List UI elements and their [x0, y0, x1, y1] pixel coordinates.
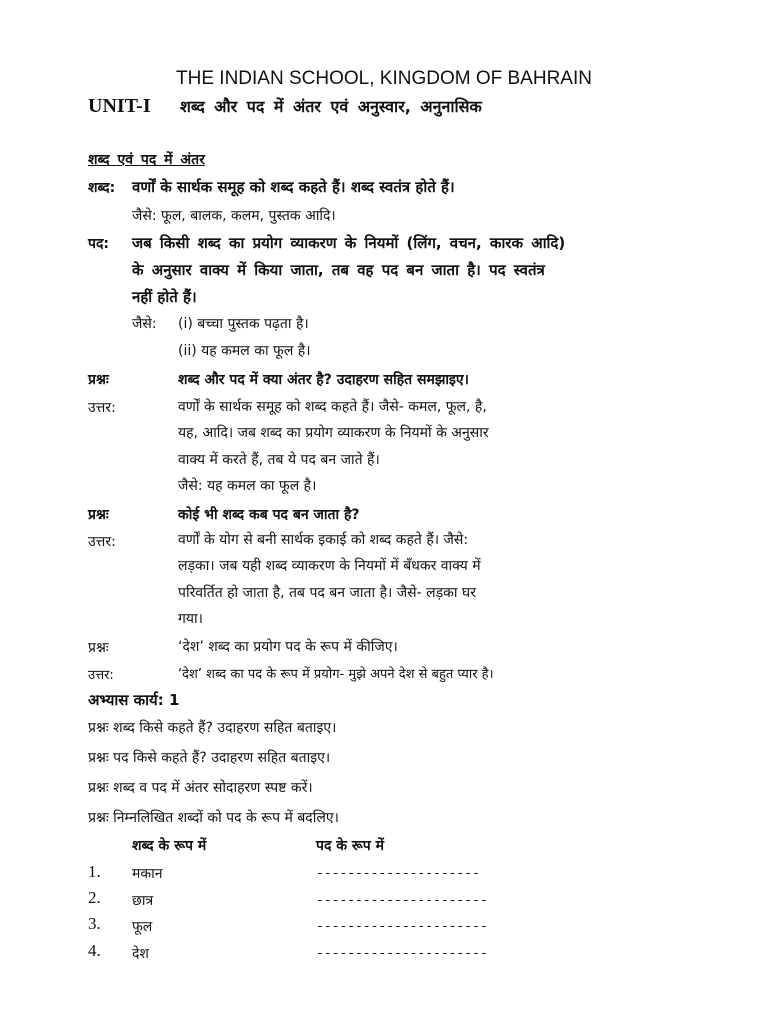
school-title: THE INDIAN SCHOOL, KINGDOM OF BAHRAIN: [176, 68, 592, 89]
row-number: 1.: [88, 862, 101, 881]
pad-definition-line3: नहीं होते हैं।: [132, 288, 197, 306]
pad-label: पद:: [88, 236, 109, 252]
column-header-pad: पद के रूप में: [316, 838, 384, 854]
question-1: शब्द और पद में क्या अंतर है? उदाहरण सहित समझाइए।: [178, 372, 469, 388]
row-word: फूल: [132, 919, 153, 935]
answer-blank[interactable]: ---------------------: [316, 866, 480, 881]
row-number: 4.: [88, 941, 101, 960]
answer-2-line1: वर्णों के योग से बनी सार्थक इकाई को शब्द कहते हैं। जैसे:: [178, 532, 469, 548]
row-word: मकान: [132, 866, 163, 882]
exercise-question: प्रश्नः शब्द व पद में अंतर सोदाहरण स्पष्ट करें।: [88, 780, 313, 796]
row-word: छात्र: [132, 893, 154, 909]
answer-2-line4: गया।: [178, 611, 203, 627]
answer-label: उत्तर:: [88, 534, 116, 550]
section-heading: शब्द एवं पद में अंतर: [88, 152, 205, 168]
question-label: प्रश्नः: [88, 372, 109, 388]
answer-blank[interactable]: ----------------------: [316, 919, 488, 934]
answer-2-line2: लड़का। जब यही शब्द व्याकरण के नियमों में बँधकर वाक्य में: [178, 558, 481, 574]
pad-definition-line1: जब किसी शब्द का प्रयोग व्याकरण के नियमों (लिंग, वचन, कारक आदि): [132, 234, 566, 252]
answer-3: ‘देश’ शब्द का पद के रूप में प्रयोग- मुझे अपने देश से बहुत प्यार है।: [178, 667, 494, 682]
answer-label: उत्तर:: [88, 400, 116, 416]
question-2: कोई भी शब्द कब पद बन जाता है?: [178, 507, 360, 523]
shabd-label: शब्द:: [88, 180, 116, 196]
answer-1-line1: वर्णों के सार्थक समूह को शब्द कहते हैं। जैसे- कमल, फूल, है,: [178, 399, 487, 415]
unit-label: UNIT-I: [88, 95, 151, 117]
answer-label: उत्तर:: [88, 668, 114, 683]
exercise-question: प्रश्नः पद किसे कहते हैं? उदाहरण सहित बताइए।: [88, 750, 331, 766]
row-word: देश: [132, 946, 149, 962]
unit-title: शब्द और पद में अंतर एवं अनुस्वार, अनुनासिक: [180, 97, 482, 116]
pad-example-label: जैसे:: [132, 316, 157, 332]
shabd-example: जैसे: फूल, बालक, कलम, पुस्तक आदि।: [132, 208, 336, 224]
question-label: प्रश्नः: [88, 507, 109, 523]
column-header-word: शब्द के रूप में: [132, 838, 207, 854]
exercise-question: प्रश्नः शब्द किसे कहते हैं? उदाहरण सहित बताइए।: [88, 720, 337, 736]
answer-blank[interactable]: ----------------------: [316, 893, 488, 908]
answer-1-line2: यह, आदि। जब शब्द का प्रयोग व्याकरण के नियमों के अनुसार: [178, 425, 489, 441]
pad-definition-line2: के अनुसार वाक्य में किया जाता, तब वह पद बन जाता है। पद स्वतंत्र: [132, 261, 545, 279]
pad-example-1: (i) बच्चा पुस्तक पढ़ता है।: [178, 316, 309, 332]
row-number: 3.: [88, 914, 101, 933]
exercise-heading: अभ्यास कार्य: 1: [88, 691, 180, 709]
answer-1-line3: वाक्य में करते हैं, तब ये पद बन जाते हैं।: [178, 452, 380, 468]
exercise-question: प्रश्नः निम्नलिखित शब्दों को पद के रूप में बदलिए।: [88, 810, 339, 826]
answer-1-line4: जैसे: यह कमल का फूल है।: [178, 478, 317, 494]
shabd-definition: वर्णों के सार्थक समूह को शब्द कहते हैं। शब्द स्वतंत्र होते हैं।: [132, 178, 455, 196]
answer-blank[interactable]: ----------------------: [316, 946, 488, 961]
pad-example-2: (ii) यह कमल का फूल है।: [178, 343, 311, 359]
row-number: 2.: [88, 888, 101, 907]
answer-2-line3: परिवर्तित हो जाता है, तब पद बन जाता है। जैसे- लड़का घर: [178, 585, 476, 601]
question-3: ‘देश’ शब्द का प्रयोग पद के रूप में कीजिए।: [178, 639, 398, 655]
question-label: प्रश्नः: [88, 640, 109, 656]
